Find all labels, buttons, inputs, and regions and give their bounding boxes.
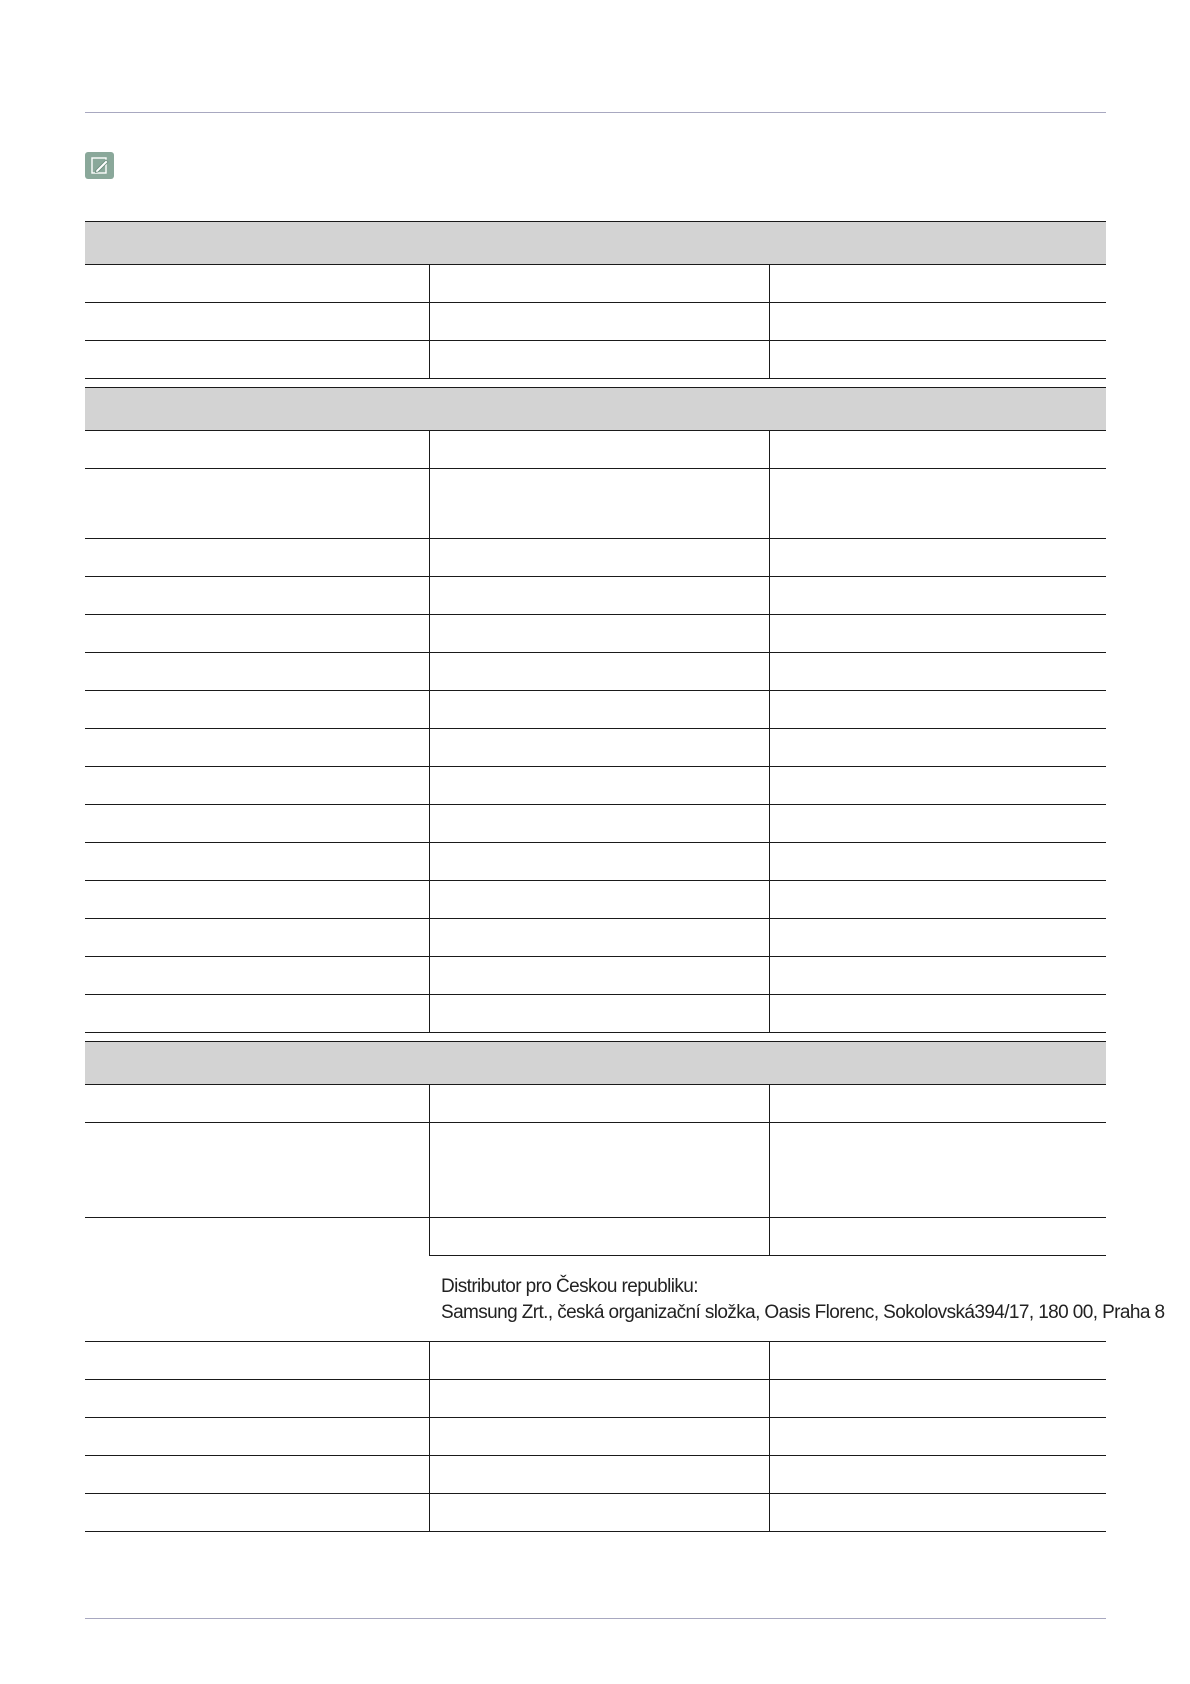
distributor-note xyxy=(429,1256,1165,1342)
country-cell xyxy=(85,1456,429,1494)
phone-cell xyxy=(429,881,769,919)
phone-cell xyxy=(429,1494,769,1532)
country-cell xyxy=(85,805,429,843)
region-header xyxy=(85,388,1106,431)
country-cell xyxy=(85,691,429,729)
phone-cell xyxy=(429,303,769,341)
country-cell xyxy=(85,957,429,995)
website-cell xyxy=(769,957,1106,995)
website-cell xyxy=(769,1342,1106,1380)
website-cell xyxy=(769,577,1106,615)
country-cell xyxy=(85,615,429,653)
phone-cell xyxy=(429,539,769,577)
country-cell xyxy=(85,1494,429,1532)
section-divider xyxy=(85,1033,1106,1042)
country-cell xyxy=(85,1085,429,1123)
phone-cell xyxy=(429,729,769,767)
country-cell xyxy=(85,995,429,1033)
header-rule xyxy=(85,112,1106,113)
phone-cell xyxy=(429,1123,769,1218)
phone-cell xyxy=(429,577,769,615)
country-cell xyxy=(85,843,429,881)
phone-cell xyxy=(429,1218,769,1256)
website-cell xyxy=(769,1085,1106,1123)
country-cell xyxy=(85,341,429,379)
country-cell xyxy=(85,729,429,767)
phone-cell xyxy=(429,843,769,881)
phone-cell xyxy=(429,1085,769,1123)
phone-cell xyxy=(429,653,769,691)
website-cell xyxy=(769,1494,1106,1532)
website-cell xyxy=(769,691,1106,729)
website-cell xyxy=(769,881,1106,919)
website-cell xyxy=(769,341,1106,379)
website-cell xyxy=(769,805,1106,843)
country-cell xyxy=(85,539,429,577)
country-cell xyxy=(85,653,429,691)
pencil-note-icon xyxy=(85,152,114,179)
region-header xyxy=(85,1042,1106,1085)
distributor-note-line2: Samsung Zrt., česká organizační složka, Oasis Florenc, Sokolovská394/17, 180 00, Praha 8 xyxy=(441,1302,1165,1323)
distributor-note-line1: Distributor pro Českou republiku: xyxy=(441,1276,698,1297)
website-cell xyxy=(769,729,1106,767)
country-cell xyxy=(85,469,429,539)
country-cell xyxy=(85,767,429,805)
website-cell xyxy=(769,1418,1106,1456)
country-cell xyxy=(85,303,429,341)
website-cell xyxy=(769,767,1106,805)
website-cell xyxy=(769,1380,1106,1418)
website-cell xyxy=(769,265,1106,303)
country-cell xyxy=(85,881,429,919)
section-divider xyxy=(85,379,1106,388)
region-header xyxy=(85,222,1106,265)
website-cell xyxy=(769,653,1106,691)
phone-cell xyxy=(429,995,769,1033)
website-cell xyxy=(769,431,1106,469)
phone-cell xyxy=(429,1456,769,1494)
website-cell xyxy=(769,1456,1106,1494)
country-cell xyxy=(85,577,429,615)
country-cell xyxy=(85,1218,429,1342)
phone-cell xyxy=(429,615,769,653)
country-cell xyxy=(85,919,429,957)
website-cell xyxy=(769,303,1106,341)
phone-cell xyxy=(429,805,769,843)
country-cell xyxy=(85,1342,429,1380)
website-cell xyxy=(769,995,1106,1033)
country-cell xyxy=(85,431,429,469)
country-cell xyxy=(85,1380,429,1418)
website-cell xyxy=(769,1218,1106,1256)
phone-cell xyxy=(429,1342,769,1380)
country-cell xyxy=(85,1418,429,1456)
footer-rule xyxy=(85,1618,1106,1619)
website-cell xyxy=(769,843,1106,881)
phone-cell xyxy=(429,1380,769,1418)
phone-cell xyxy=(429,469,769,539)
phone-cell xyxy=(429,431,769,469)
phone-cell xyxy=(429,767,769,805)
phone-cell xyxy=(429,341,769,379)
website-cell xyxy=(769,1123,1106,1218)
website-cell xyxy=(769,469,1106,539)
website-cell xyxy=(769,919,1106,957)
website-cell xyxy=(769,615,1106,653)
country-cell xyxy=(85,1123,429,1218)
phone-cell xyxy=(429,691,769,729)
country-cell xyxy=(85,265,429,303)
phone-cell xyxy=(429,1418,769,1456)
contact-table xyxy=(85,221,1165,1532)
phone-cell xyxy=(429,919,769,957)
phone-cell xyxy=(429,265,769,303)
website-cell xyxy=(769,539,1106,577)
phone-cell xyxy=(429,957,769,995)
